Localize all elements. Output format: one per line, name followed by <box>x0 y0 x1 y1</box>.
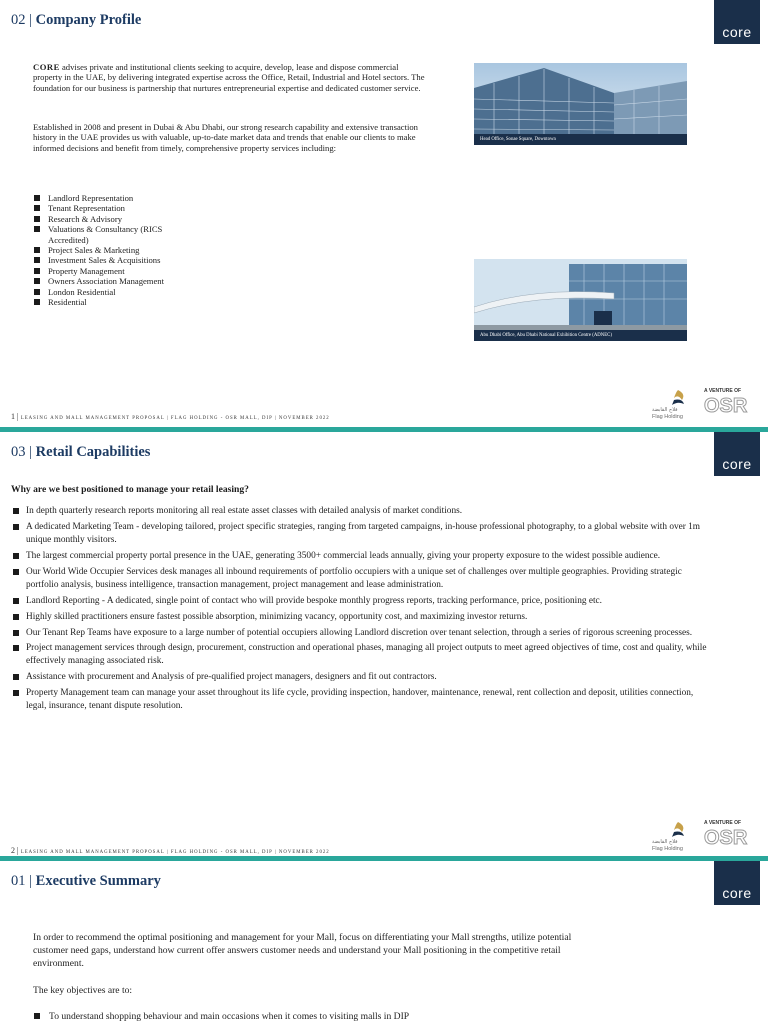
core-logo: core <box>714 0 760 44</box>
executive-intro: In order to recommend the optimal positioning and management for your Mall, focus on differentiating your Mall strengths, utilize potential customer need gaps, understand how current offer answers customer needs and understand your Mall positioning in the competitive retail environment. <box>33 932 572 969</box>
office-tower-illustration <box>474 63 687 145</box>
osr-wordmark: OSR <box>704 827 748 849</box>
section-number: 02 | <box>11 12 33 28</box>
core-logo: core <box>714 432 760 476</box>
objective-item: To understand shopping behaviour and main occasions when it comes to visiting malls in DIP <box>33 1010 409 1023</box>
capability-item: Landlord Reporting - A dedicated, single point of contact who will provide bespoke monthly progress reports, tracking performance, price, positioning etc. <box>11 595 711 608</box>
venture-label: A VENTURE OF <box>704 820 742 826</box>
page-company-profile <box>0 0 768 428</box>
capability-item: Highly skilled practitioners ensure fastest possible absorption, minimizing vacancy, opportunity cost, and maximizing investor returns. <box>11 611 711 624</box>
retail-question: Why are we best positioned to manage your retail leasing? <box>11 484 249 495</box>
section-heading <box>11 873 161 890</box>
section-title: Retail Capabilities <box>35 444 151 460</box>
services-list <box>33 193 203 307</box>
section-number: 01 | <box>11 873 33 889</box>
page-executive-summary <box>0 861 768 1024</box>
footer-page-number: 2 | <box>11 846 19 855</box>
head-office-caption: Head Office, Sonae Square, Downtown <box>474 134 687 145</box>
capability-item: The largest commercial property portal presence in the UAE, generating 3500+ commercial leads annually, giving your property exposure to the widest possible audience. <box>11 550 711 563</box>
capability-item: Assistance with procurement and Analysis of pre-qualified project managers, designers and fit out contractors. <box>11 671 711 684</box>
section-title: Executive Summary <box>35 873 161 889</box>
core-name: CORE <box>33 62 60 72</box>
capability-item: Property Management team can manage your asset throughout its life cycle, providing inspection, handover, maintenance, renewal, rent collection and deposit, utilities connection, legal, insurance, tenant dispute resolution. <box>11 687 711 713</box>
abu-dhabi-office-photo <box>474 259 687 341</box>
flag-holding-name: Flag Holding <box>652 414 683 420</box>
service-item: Investment Sales & Acquisitions <box>33 255 203 265</box>
osr-logo <box>704 820 760 856</box>
service-item: Property Management <box>33 266 203 276</box>
capability-item: Our Tenant Rep Teams have exposure to a large number of potential occupiers allowing Landlord discretion over tenant selection, through a series of rigorous screening processes. <box>11 627 711 640</box>
section-title: Company Profile <box>35 12 142 28</box>
service-item: Owners Association Management <box>33 276 203 286</box>
intro-text: advises private and institutional clients seeking to acquire, develop, lease and dispose commercial property in the UAE, by delivering integrated expertise across the Office, Retail, Industrial and Hotel sectors. The foundation for our business is partnership that nurtures entrepreneurial expertise and dedicated customer service. <box>33 62 425 93</box>
objectives-lead: The key objectives are to: <box>33 985 133 996</box>
capability-item: Project management services through design, procurement, construction and operational phases, managing all project outputs to meet agreed objectives of time, cost and quality, while effectively managing associated risk. <box>11 642 711 668</box>
capability-item: Our World Wide Occupier Services desk manages all inbound requirements of portfolio occupiers with a unique set of challenges over multiple geographies. Providing strategic portfolio analysis, business intelligence, transaction management, project management and lease administration. <box>11 566 711 592</box>
page-footer <box>11 412 330 421</box>
page-retail-capabilities <box>0 432 768 857</box>
footer-text: LEASING AND MALL MANAGEMENT PROPOSAL | FLAG HOLDING - OSR MALL, DIP | NOVEMBER 2022 <box>20 416 330 421</box>
footer-page-number: 1 | <box>11 412 19 421</box>
service-item: London Residential <box>33 287 203 297</box>
section-heading <box>11 12 141 29</box>
core-logo: core <box>714 861 760 905</box>
capability-item: In depth quarterly research reports monitoring all real estate asset classes with detailed analysis of market conditions. <box>11 505 711 518</box>
service-item: Research & Advisory <box>33 214 203 224</box>
capabilities-list <box>11 505 711 716</box>
osr-wordmark: OSR <box>704 395 748 417</box>
service-item: Project Sales & Marketing <box>33 245 203 255</box>
service-item: Landlord Representation <box>33 193 203 203</box>
flag-holding-arabic: فلاج القابضة <box>652 407 678 413</box>
page-footer <box>11 846 330 855</box>
section-number: 03 | <box>11 444 33 460</box>
service-item: Tenant Representation <box>33 203 203 213</box>
section-heading <box>11 444 150 461</box>
abu-dhabi-office-caption: Abu Dhabi Office, Abu Dhabi National Exhibition Centre (ADNEC) <box>474 330 687 341</box>
capability-item: A dedicated Marketing Team - developing tailored, project specific strategies, ranging from targeted campaigns, in-house professional photography, to a global website with over 1m unique monthly visitors. <box>11 521 711 547</box>
flag-holding-arabic: فلاج القابضة <box>652 839 678 845</box>
flag-holding-name: Flag Holding <box>652 846 683 852</box>
service-item: Valuations & Consultancy (RICS Accredited) <box>33 224 203 245</box>
objectives-list <box>33 1010 409 1023</box>
head-office-photo <box>474 63 687 145</box>
osr-logo <box>704 388 760 424</box>
footer-text: LEASING AND MALL MANAGEMENT PROPOSAL | FLAG HOLDING - OSR MALL, DIP | NOVEMBER 2022 <box>20 850 330 855</box>
flag-holding-logo <box>652 820 700 854</box>
venture-label: A VENTURE OF <box>704 388 742 394</box>
flag-holding-logo <box>652 388 700 422</box>
intro-paragraph <box>33 62 428 93</box>
exhibition-centre-illustration <box>474 259 687 341</box>
history-paragraph: Established in 2008 and present in Dubai & Abu Dhabi, our strong research capability and extensive transaction history in the UAE provides us with valuable, up-to-date market data and trends that enable our clients to make informed decisions and benefit from timely, comprehensive property services including: <box>33 122 418 153</box>
service-item: Residential <box>33 297 203 307</box>
